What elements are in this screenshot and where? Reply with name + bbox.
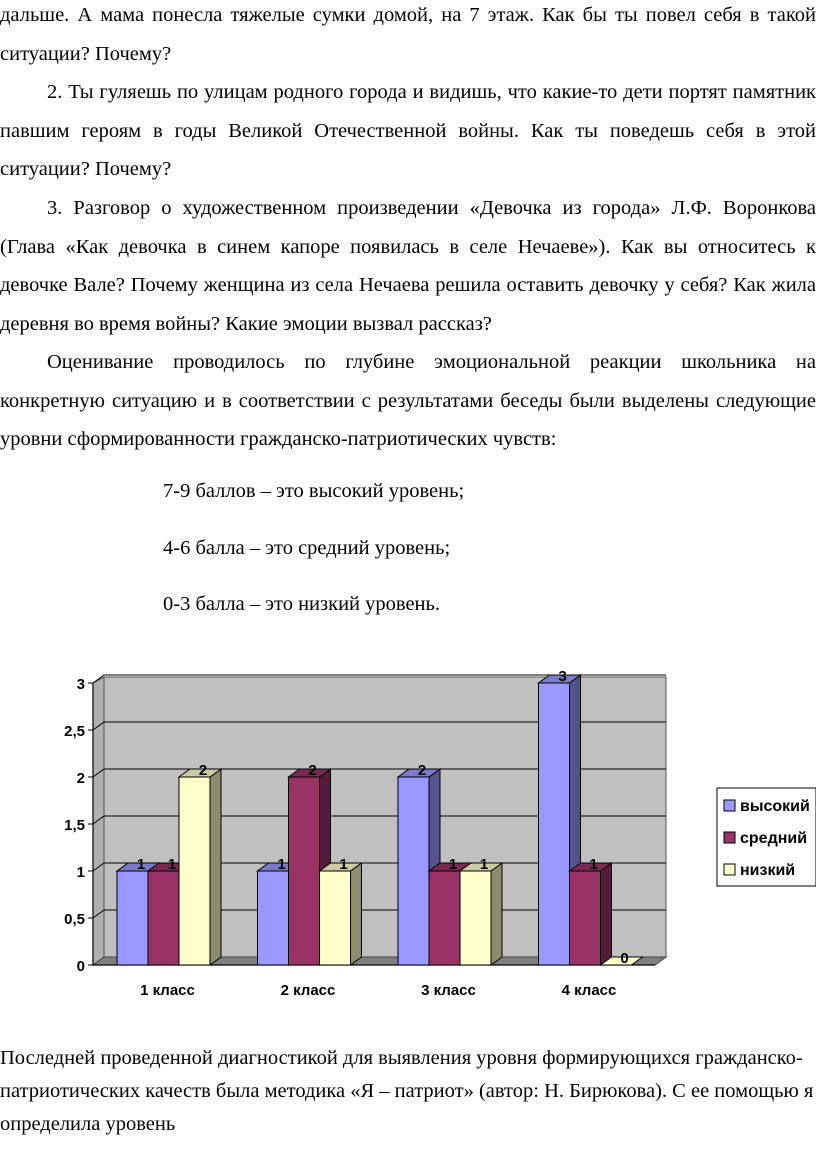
bar [117, 871, 148, 965]
y-tick-label: 2,5 [64, 723, 85, 740]
bar-data-label: 1 [448, 856, 458, 873]
bar-data-label: 1 [167, 856, 177, 873]
bar-data-label: 2 [417, 762, 427, 779]
y-tick-label: 0 [76, 958, 85, 975]
y-tick-label: 1,5 [64, 817, 85, 834]
bar-side [491, 863, 502, 965]
bar [570, 871, 601, 965]
legend-swatch [724, 800, 735, 811]
paragraph-situation-2-text: 2. Ты гуляешь по улицам родного города и видишь, что какие-то дети портят памятник павшим героям в годы Великой Отечественной войны. Как ты поведешь себя в этой ситуации? Почему? [0, 81, 816, 181]
chart-side-wall [93, 677, 104, 965]
paragraph-evaluation-text: Оценивание проводилось по глубине эмоциональной реакции школьника на конкретную ситуацию и в соответствии с результатами беседы были выделены следующие уровни сформированности гражданско-патриотических чувств: [0, 351, 816, 451]
bar [258, 871, 289, 965]
bar-chart [0, 650, 816, 1010]
legend-label: средний [740, 830, 808, 847]
x-tick-label: 1 класс [140, 982, 195, 999]
bar-data-label: 1 [277, 856, 286, 873]
bar [179, 777, 210, 965]
bar [289, 777, 320, 965]
paragraph-evaluation [0, 343, 816, 459]
paragraph-situation-3-text: 3. Разговор о художественном произведении «Девочка из города» Л.Ф. Воронкова (Глава «Как девочка в синем капоре появилась в селе Нечаеве»). Как вы относитесь к девочке Вале? Почему женщина из села Нечаева решила оставить девочку у себя? Как жила деревня во время войны? Какие эмоции вызвал рассказ? [0, 197, 816, 335]
bar [539, 683, 570, 965]
level-high: 7-9 баллов – это высокий уровень; [163, 480, 465, 502]
level-low: 0-3 балла – это низкий уровень. [163, 593, 441, 615]
y-tick-label: 3 [76, 676, 85, 693]
paragraph-situation-1-end: дальше. А мама понесла тяжелые сумки домой, на 7 этаж. Как бы ты повел себя в такой ситуации? Почему? [0, 4, 816, 65]
bar-data-label: 1 [589, 856, 598, 873]
bar-data-label: 2 [308, 762, 317, 779]
bar-side [601, 863, 612, 965]
bar [320, 871, 351, 965]
paragraph-situation-3 [0, 189, 816, 343]
bar-side [210, 769, 221, 965]
paragraph-situation-2 [0, 73, 816, 189]
bar-data-label: 1 [136, 856, 146, 873]
bar-data-label: 2 [198, 762, 208, 779]
y-tick-label: 1 [76, 864, 85, 881]
bar [398, 777, 429, 965]
x-tick-label: 4 класс [561, 982, 617, 999]
level-medium: 4-6 балла – это средний уровень; [163, 537, 451, 559]
legend-label: высокий [740, 798, 810, 815]
bar [148, 871, 179, 965]
x-tick-label: 2 класс [280, 982, 336, 999]
legend-swatch [724, 832, 735, 843]
bar-side [351, 863, 362, 965]
bar-data-label: 1 [479, 856, 489, 873]
paragraph-diagnostics: Последней проведенной диагностикой для выявления уровня формирующихся гражданско-патриотических качеств была методика «Я – патриот» (автор: Н. Бирюкова). С ее помощью я определила уровень [0, 1047, 814, 1135]
bar [460, 871, 491, 965]
bar-data-label: 0 [620, 950, 629, 967]
x-tick-label: 3 класс [421, 982, 476, 999]
bar-data-label: 1 [339, 856, 348, 873]
bar-data-label: 3 [558, 668, 567, 685]
legend-label: низкий [740, 862, 796, 879]
y-tick-label: 2 [76, 770, 85, 787]
legend-swatch [724, 864, 735, 875]
y-tick-label: 0,5 [64, 911, 85, 928]
bar [429, 871, 460, 965]
